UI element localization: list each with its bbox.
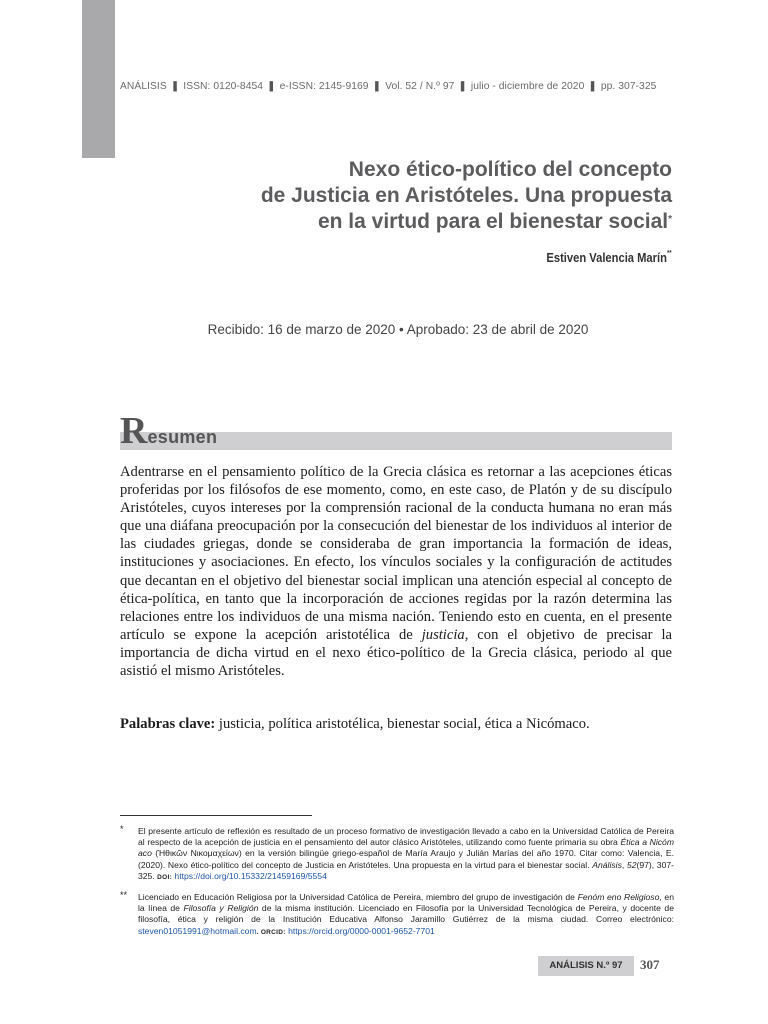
resumen-dropcap: R — [120, 410, 148, 452]
journal-header — [120, 80, 680, 92]
footnote-2: ** Licenciado en Educación Religiosa por la Universidad Católica de Pereira, miembro del grupo de investigación de Fenóm eno Religioso, en la línea de Filosofía y Religión de la misma institución. Licenciado en Filosofía por la Universidad Tecnológica de Pereira, y docente de filosofía, ética y religión de la Institución Educativa Alfonso Jaramillo Gutiérrez de la misma ciudad. Correo electrónico: steven01051991@hotmail.com. ORCID: https://orcid.org/0000-0001-9652-7701 — [120, 890, 674, 936]
footnote-1: * El presente artículo de reflexión es resultado de un proceso formativo de investigación llevado a cabo en la Universidad Católica de Pereira al respecto de la acepción de justicia en el pensamiento del autor clásico Aristóteles, utilizando como fuente primaria su obra Ética a Nicóm aco (Ἠθικῶν Νικομαχείων) en la versión bilingüe griego-español de María Araujo y Julián Marías del año 1970. Citar como: Valencia, E. (2020). Nexo ético-político del concepto de Justicia en Aristóteles. Una propuesta en la virtud para el bienestar social. Análisis, 52(97), 307-325. DOI: https://doi.org/10.15332/21459169/5554 — [120, 824, 675, 881]
doi-label: DOI: — [157, 873, 173, 881]
author-name: Estiven Valencia Marín** — [546, 250, 672, 265]
title-footnote-mark[interactable]: * — [668, 214, 672, 225]
separator-icon: ❚ — [266, 81, 276, 92]
separator-icon: ❚ — [458, 81, 467, 92]
title-line: en la virtud para el bienestar social* — [317, 210, 672, 233]
author-footnote-mark[interactable]: ** — [667, 250, 672, 257]
pages: pp. 307-325 — [600, 81, 657, 92]
journal-name: ANÁLISIS — [120, 81, 167, 92]
side-accent-bar — [82, 0, 115, 158]
issn: ISSN: 0120-8454 — [183, 81, 264, 92]
abstract-emphasis: justicia — [421, 626, 465, 643]
page-number: 307 — [640, 957, 660, 972]
resumen-heading-rest: esumen — [147, 427, 218, 447]
received-approved-dates: Recibido: 16 de marzo de 2020 • Aprobado: 23 de abril de 2020 — [207, 322, 589, 337]
orcid-link[interactable]: https://orcid.org/0000-0001-9652-7701 — [285, 925, 435, 936]
eissn: e-ISSN: 2145-9169 — [279, 81, 369, 92]
separator-icon: ❚ — [170, 81, 180, 92]
email-link[interactable]: steven01051991@hotmail.com — [138, 925, 257, 936]
period: julio - diciembre de 2020 — [470, 81, 585, 92]
resumen-heading — [120, 412, 217, 450]
abstract-text: Adentrarse en el pensamiento político de la Grecia clásica es retornar a las acepciones éticas proferidas por los filósofos de ese momento, como, en este caso, de Platón y de su discípulo Aristóteles, cuyos intereses por la comprensión racional de la conducta humana no eran más que una diáfana preocupación por la consecución del bienestar de los individuos al interior de las ciudades griegas, donde se consideraba de gran importancia la formación de ideas, instituciones y asociaciones. En efecto, los vínculos sociales y la configuración de actitudes que decantan en el objetivo del bienestar social implican una atención especial al concepto de ética-política, en tanto que la incorporación de acciones regidas por la razón determina las relaciones entre los individuos de una misma nación. Teniendo esto en cuenta, en el presente artículo se expone la acepción aristotélica de justicia, con el objetivo de precisar la importancia de dicha virtud en el nexo ético-político de la Grecia clásica, periodo al que asistió el mismo Aristóteles. — [120, 464, 672, 680]
footer-journal: ANÁLISIS N.º 97 — [549, 960, 623, 971]
doi-link[interactable]: https://doi.org/10.15332/21459169/5554 — [172, 870, 327, 881]
separator-icon: ❚ — [588, 81, 597, 92]
article-title — [192, 157, 672, 235]
keywords-label: Palabras clave: — [120, 716, 216, 732]
title-line: Nexo ético-político del concepto — [348, 158, 672, 181]
volume: Vol. 52 / N.º 97 — [385, 81, 455, 92]
footnote-mark: * — [120, 824, 124, 834]
footnote-mark: ** — [120, 890, 128, 900]
keywords-list: justicia, política aristotélica, bienestar social, ética a Nicómaco. — [215, 716, 590, 732]
orcid-label: . ORCID: — [256, 928, 286, 936]
separator-icon: ❚ — [372, 81, 382, 92]
title-line: de Justicia en Aristóteles. Una propuesta — [260, 184, 672, 207]
keywords — [120, 716, 680, 733]
footnote-divider — [120, 815, 312, 816]
